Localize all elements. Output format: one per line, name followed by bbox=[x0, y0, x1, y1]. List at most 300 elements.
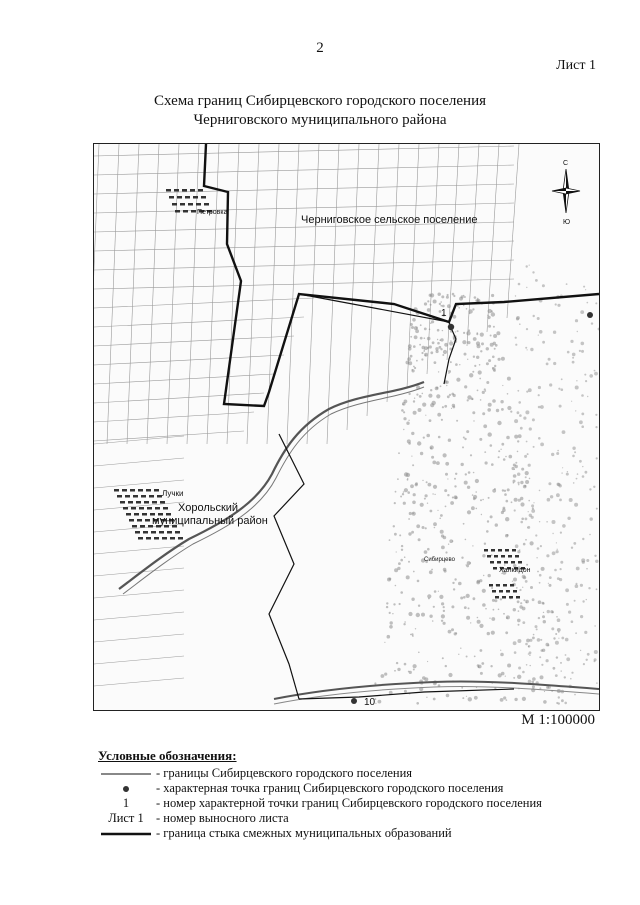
terrain-dot bbox=[507, 393, 509, 395]
terrain-dot bbox=[431, 320, 434, 323]
terrain-dot bbox=[486, 381, 489, 384]
terrain-dot bbox=[527, 349, 528, 350]
building-block bbox=[511, 561, 515, 564]
terrain-dot bbox=[452, 497, 454, 499]
boundary-point-10[interactable] bbox=[351, 698, 357, 704]
terrain-dot bbox=[500, 650, 501, 651]
legend-text-boundary: - границы Сибирцевского городского поселения bbox=[156, 766, 413, 780]
map-grid-line bbox=[247, 144, 259, 444]
terrain-dot bbox=[464, 385, 467, 388]
terrain-dot bbox=[410, 336, 412, 338]
terrain-dot bbox=[476, 508, 478, 510]
terrain-dot bbox=[378, 700, 382, 704]
terrain-dot bbox=[540, 639, 542, 641]
terrain-dot bbox=[394, 502, 396, 504]
terrain-dot bbox=[524, 485, 526, 487]
terrain-dot bbox=[555, 303, 557, 305]
building-block bbox=[137, 519, 142, 522]
terrain-dot bbox=[582, 466, 583, 467]
building-block bbox=[122, 489, 127, 492]
terrain-dot bbox=[487, 520, 489, 522]
terrain-dot bbox=[529, 651, 532, 654]
terrain-dot bbox=[403, 411, 405, 413]
terrain-dot bbox=[557, 450, 559, 452]
terrain-dot bbox=[493, 609, 495, 611]
terrain-dot bbox=[532, 677, 536, 681]
terrain-dot bbox=[402, 402, 406, 406]
terrain-dot bbox=[515, 465, 518, 468]
terrain-dot bbox=[558, 388, 560, 390]
terrain-dot bbox=[552, 520, 556, 524]
terrain-dot bbox=[438, 436, 441, 439]
terrain-dot bbox=[403, 491, 405, 493]
terrain-dot bbox=[384, 642, 385, 643]
luchki-label: Лучки bbox=[162, 489, 184, 498]
terrain-dot bbox=[546, 659, 549, 662]
terrain-dot bbox=[469, 373, 473, 377]
building-block bbox=[516, 596, 520, 599]
terrain-dot bbox=[525, 476, 527, 478]
terrain-dot bbox=[542, 602, 544, 604]
terrain-dot bbox=[482, 412, 485, 415]
terrain-dot bbox=[433, 522, 437, 526]
terrain-dot bbox=[511, 501, 513, 503]
terrain-dot bbox=[413, 345, 416, 348]
terrain-dot bbox=[448, 373, 449, 374]
terrain-dot bbox=[429, 419, 432, 422]
legend-title: Условные обозначения: bbox=[98, 748, 237, 763]
terrain-dot bbox=[426, 481, 428, 483]
terrain-dot bbox=[538, 600, 542, 604]
terrain-dot bbox=[467, 395, 471, 399]
map-grid-line bbox=[387, 144, 399, 402]
terrain-dot bbox=[458, 654, 459, 655]
terrain-dot bbox=[517, 451, 519, 453]
terrain-dot bbox=[455, 473, 457, 475]
building-block bbox=[166, 189, 171, 192]
terrain-dot bbox=[574, 694, 576, 696]
terrain-dot bbox=[436, 394, 440, 398]
terrain-dot bbox=[542, 284, 545, 287]
terrain-dot bbox=[513, 608, 516, 611]
terrain-dot bbox=[418, 652, 420, 654]
terrain-dot bbox=[553, 331, 556, 334]
terrain-dot bbox=[422, 346, 426, 350]
terrain-dot bbox=[558, 631, 559, 632]
terrain-dot bbox=[538, 394, 540, 396]
building-block bbox=[505, 549, 509, 552]
terrain-dot bbox=[411, 432, 414, 435]
terrain-dot bbox=[513, 482, 515, 484]
terrain-dot bbox=[587, 302, 589, 304]
terrain-dot bbox=[583, 286, 585, 288]
terrain-dot bbox=[477, 390, 479, 392]
terrain-dot bbox=[491, 310, 493, 312]
terrain-dot bbox=[594, 658, 597, 661]
terrain-dot bbox=[524, 455, 527, 458]
terrain-dot bbox=[411, 531, 414, 534]
terrain-dot bbox=[487, 316, 490, 319]
terrain-dot bbox=[441, 419, 443, 421]
terrain-dot bbox=[500, 449, 501, 450]
terrain-dot bbox=[401, 549, 403, 551]
terrain-dot bbox=[415, 628, 416, 629]
terrain-dot bbox=[571, 620, 574, 623]
terrain-dot bbox=[518, 610, 520, 612]
terrain-dot bbox=[427, 347, 429, 349]
terrain-dot bbox=[440, 338, 443, 341]
terrain-dot bbox=[537, 317, 540, 320]
terrain-dot bbox=[520, 502, 524, 506]
building-block bbox=[149, 495, 154, 498]
terrain-dot bbox=[429, 345, 432, 348]
terrain-dot bbox=[428, 394, 432, 398]
terrain-dot bbox=[502, 489, 504, 491]
terrain-dot bbox=[412, 501, 416, 505]
terrain-dot bbox=[525, 601, 527, 603]
terrain-dot bbox=[472, 308, 474, 310]
terrain-dot bbox=[468, 309, 472, 313]
terrain-dot bbox=[520, 602, 522, 604]
terrain-dot bbox=[466, 594, 470, 598]
terrain-dot bbox=[414, 335, 418, 339]
terrain-dot bbox=[419, 395, 422, 398]
map-canvas[interactable] bbox=[94, 144, 599, 710]
building-block bbox=[131, 507, 136, 510]
terrain-dot bbox=[403, 429, 404, 430]
terrain-dot bbox=[423, 350, 425, 352]
page-number: 2 bbox=[316, 40, 324, 56]
terrain-dot bbox=[429, 570, 433, 574]
map-grid-line bbox=[94, 146, 514, 156]
khorolsky-label-1: Хорольский bbox=[178, 502, 239, 514]
terrain-dot bbox=[490, 665, 492, 667]
terrain-dot bbox=[432, 461, 436, 465]
terrain-dot bbox=[548, 583, 549, 584]
building-block bbox=[495, 596, 499, 599]
terrain-dot bbox=[478, 370, 482, 374]
terrain-dot bbox=[482, 589, 486, 593]
terrain-dot bbox=[582, 475, 585, 478]
terrain-dot bbox=[466, 331, 470, 335]
terrain-dot bbox=[430, 304, 432, 306]
building-block bbox=[163, 507, 168, 510]
terrain-dot bbox=[582, 538, 584, 540]
terrain-dot bbox=[515, 544, 519, 548]
terrain-dot bbox=[418, 605, 420, 607]
terrain-dot bbox=[471, 506, 475, 510]
terrain-dot bbox=[449, 341, 453, 345]
terrain-dot bbox=[440, 301, 442, 303]
terrain-dot bbox=[387, 635, 391, 639]
terrain-dot bbox=[480, 649, 483, 652]
terrain-dot bbox=[410, 484, 414, 488]
terrain-dot bbox=[498, 456, 500, 458]
terrain-dot bbox=[473, 337, 477, 341]
terrain-dot bbox=[451, 605, 454, 608]
terrain-dot bbox=[518, 499, 521, 502]
terrain-dot bbox=[515, 337, 517, 339]
terrain-dot bbox=[557, 628, 561, 632]
terrain-dot bbox=[467, 561, 471, 565]
terrain-dot bbox=[546, 363, 549, 366]
legend-item-point-number bbox=[98, 796, 598, 811]
building-block bbox=[144, 501, 149, 504]
terrain-dot bbox=[517, 482, 519, 484]
terrain-dot bbox=[492, 399, 496, 403]
building-block bbox=[120, 501, 125, 504]
terrain-dot bbox=[528, 500, 530, 502]
terrain-dot bbox=[422, 526, 425, 529]
terrain-dot bbox=[444, 343, 448, 347]
terrain-dot bbox=[427, 337, 431, 341]
terrain-dot bbox=[444, 489, 447, 492]
terrain-dot bbox=[533, 502, 534, 503]
terrain-dot bbox=[451, 408, 452, 409]
terrain-dot bbox=[504, 564, 506, 566]
terrain-dot bbox=[445, 551, 447, 553]
terrain-dot bbox=[393, 603, 395, 605]
terrain-dot bbox=[507, 664, 511, 668]
building-block bbox=[146, 537, 151, 540]
terrain-dot bbox=[453, 394, 456, 397]
legend-symbol-sheet: Лист 1 bbox=[108, 811, 144, 825]
terrain-dot bbox=[447, 395, 450, 398]
terrain-dot bbox=[532, 637, 535, 640]
terrain-dot bbox=[394, 533, 397, 536]
terrain-dot bbox=[572, 447, 575, 450]
terrain-dot bbox=[501, 408, 504, 411]
boundary-point-1[interactable] bbox=[448, 324, 454, 330]
terrain-dot bbox=[470, 622, 471, 623]
terrain-dot bbox=[595, 414, 597, 416]
compass-rose-icon bbox=[552, 160, 580, 226]
terrain-dot bbox=[442, 406, 444, 408]
legend-item-boundary bbox=[98, 766, 598, 781]
terrain-dot bbox=[555, 674, 558, 677]
terrain-dot bbox=[580, 584, 583, 587]
terrain-dot bbox=[525, 471, 529, 475]
terrain-dot bbox=[396, 551, 397, 552]
terrain-dot bbox=[581, 425, 584, 428]
building-block bbox=[160, 501, 165, 504]
terrain-dot bbox=[422, 480, 423, 481]
terrain-dot bbox=[413, 664, 417, 668]
terrain-dot bbox=[577, 473, 579, 475]
khalkidon-label: Халкидон bbox=[499, 567, 531, 574]
terrain-dot bbox=[481, 342, 484, 345]
terrain-dot bbox=[464, 438, 466, 440]
terrain-dot bbox=[484, 388, 486, 390]
terrain-dot bbox=[457, 305, 459, 307]
terrain-dot bbox=[444, 405, 447, 408]
building-block bbox=[492, 590, 496, 593]
terrain-dot bbox=[408, 612, 412, 616]
terrain-dot bbox=[441, 546, 445, 550]
terrain-dot bbox=[494, 348, 496, 350]
terrain-dot bbox=[493, 326, 495, 328]
terrain-dot bbox=[574, 503, 578, 507]
terrain-dot bbox=[479, 438, 482, 441]
terrain-dot bbox=[549, 584, 552, 587]
terrain-dot bbox=[450, 340, 451, 341]
terrain-dot bbox=[500, 400, 503, 403]
terrain-dot bbox=[576, 380, 577, 381]
terrain-dot bbox=[560, 532, 562, 534]
terrain-dot bbox=[559, 499, 562, 502]
terrain-dot bbox=[473, 472, 475, 474]
terrain-dot bbox=[408, 532, 411, 535]
legend-item-point bbox=[98, 781, 598, 796]
terrain-dot bbox=[558, 696, 560, 698]
terrain-dot bbox=[538, 335, 539, 336]
building-block bbox=[172, 203, 177, 206]
terrain-dot bbox=[389, 578, 392, 581]
terrain-dot bbox=[584, 374, 586, 376]
terrain-dot bbox=[491, 294, 494, 297]
terrain-dot bbox=[421, 352, 423, 354]
terrain-dot bbox=[482, 499, 484, 501]
terrain-dot bbox=[466, 616, 470, 620]
building-block bbox=[508, 555, 512, 558]
terrain-dot bbox=[456, 420, 458, 422]
terrain-dot bbox=[530, 665, 531, 666]
terrain-dot bbox=[573, 482, 575, 484]
terrain-dot bbox=[468, 607, 470, 609]
terrain-dot bbox=[593, 486, 595, 488]
terrain-dot bbox=[526, 441, 528, 443]
terrain-dot bbox=[517, 411, 520, 414]
terrain-dot bbox=[576, 478, 578, 480]
building-block bbox=[504, 561, 508, 564]
terrain-dot bbox=[587, 653, 590, 656]
map-grid-line bbox=[94, 336, 294, 346]
map-grid-line bbox=[94, 144, 99, 444]
terrain-dot bbox=[386, 602, 388, 604]
terrain-dot bbox=[453, 588, 455, 590]
terrain-dot bbox=[495, 523, 498, 526]
terrain-dot bbox=[439, 595, 443, 599]
terrain-dot bbox=[506, 500, 509, 503]
terrain-dot bbox=[581, 413, 584, 416]
terrain-dot bbox=[509, 455, 513, 459]
terrain-dot bbox=[557, 618, 561, 622]
terrain-dot bbox=[452, 582, 454, 584]
terrain-dot bbox=[512, 581, 513, 582]
terrain-dot bbox=[506, 699, 508, 701]
terrain-dot bbox=[518, 667, 521, 670]
terrain-dot bbox=[533, 446, 535, 448]
terrain-dot bbox=[472, 371, 474, 373]
terrain-dot bbox=[492, 599, 495, 602]
terrain-dot bbox=[462, 446, 464, 448]
terrain-dot bbox=[474, 296, 477, 299]
terrain-dot bbox=[467, 341, 470, 344]
terrain-dot bbox=[416, 524, 420, 528]
building-block bbox=[134, 513, 139, 516]
terrain-dot bbox=[436, 461, 440, 465]
terrain-dot bbox=[580, 310, 584, 314]
terrain-dot bbox=[413, 400, 415, 402]
terrain-dot bbox=[491, 312, 495, 316]
building-block bbox=[512, 549, 516, 552]
terrain-dot bbox=[441, 602, 444, 605]
terrain-dot bbox=[432, 341, 435, 344]
terrain-dot bbox=[406, 575, 410, 579]
terrain-dot bbox=[460, 597, 463, 600]
terrain-dot bbox=[579, 420, 583, 424]
terrain-dot bbox=[484, 543, 486, 545]
terrain-dot bbox=[412, 318, 416, 322]
terrain-dot bbox=[514, 651, 517, 654]
terrain-dot bbox=[435, 347, 438, 350]
terrain-dot bbox=[561, 637, 564, 640]
terrain-dot bbox=[429, 329, 431, 331]
terrain-dot bbox=[490, 343, 494, 347]
terrain-dot bbox=[525, 518, 528, 521]
terrain-dot bbox=[456, 378, 460, 382]
terrain-dot bbox=[536, 557, 537, 558]
terrain-dot bbox=[532, 418, 535, 421]
terrain-dot bbox=[430, 510, 433, 513]
terrain-dot bbox=[417, 580, 420, 583]
terrain-dot bbox=[425, 527, 427, 529]
terrain-dot bbox=[467, 510, 471, 514]
terrain-dot bbox=[412, 464, 414, 466]
terrain-dot bbox=[518, 401, 521, 404]
building-block bbox=[183, 210, 188, 213]
terrain-dot bbox=[407, 491, 410, 494]
terrain-dot bbox=[454, 485, 456, 487]
terrain-dot bbox=[467, 359, 468, 360]
terrain-dot bbox=[428, 598, 430, 600]
terrain-dot bbox=[492, 367, 495, 370]
building-block bbox=[167, 531, 172, 534]
building-block bbox=[193, 196, 198, 199]
terrain-dot bbox=[430, 445, 434, 449]
terrain-dot bbox=[461, 557, 463, 559]
terrain-dot bbox=[392, 613, 393, 614]
legend-text-point-number: - номер характерной точки границ Сибирцевского городского поселения bbox=[156, 796, 542, 810]
terrain-dot bbox=[466, 696, 467, 697]
terrain-dot bbox=[567, 517, 570, 520]
terrain-dot bbox=[562, 430, 566, 434]
building-block bbox=[204, 203, 209, 206]
building-block bbox=[198, 189, 203, 192]
terrain-dot bbox=[538, 386, 541, 389]
terrain-dot bbox=[442, 330, 443, 331]
terrain-dot bbox=[510, 411, 512, 413]
map-grid-line bbox=[94, 317, 304, 327]
terrain-dot bbox=[575, 386, 579, 390]
terrain-dot bbox=[384, 673, 387, 676]
terrain-dot bbox=[525, 347, 527, 349]
terrain-dot bbox=[549, 576, 552, 579]
terrain-dot bbox=[410, 323, 413, 326]
terrain-dot bbox=[431, 456, 434, 459]
building-block bbox=[154, 489, 159, 492]
terrain-dot bbox=[540, 443, 544, 447]
terrain-dot bbox=[552, 551, 556, 555]
building-block bbox=[151, 531, 156, 534]
terrain-dot bbox=[501, 357, 505, 361]
map-frame[interactable] bbox=[93, 143, 600, 711]
terrain-dot bbox=[460, 648, 461, 649]
terrain-dot bbox=[589, 534, 591, 536]
boundary-point-east[interactable] bbox=[587, 312, 593, 318]
terrain-dot bbox=[463, 596, 466, 599]
map-grid-line bbox=[94, 355, 284, 365]
